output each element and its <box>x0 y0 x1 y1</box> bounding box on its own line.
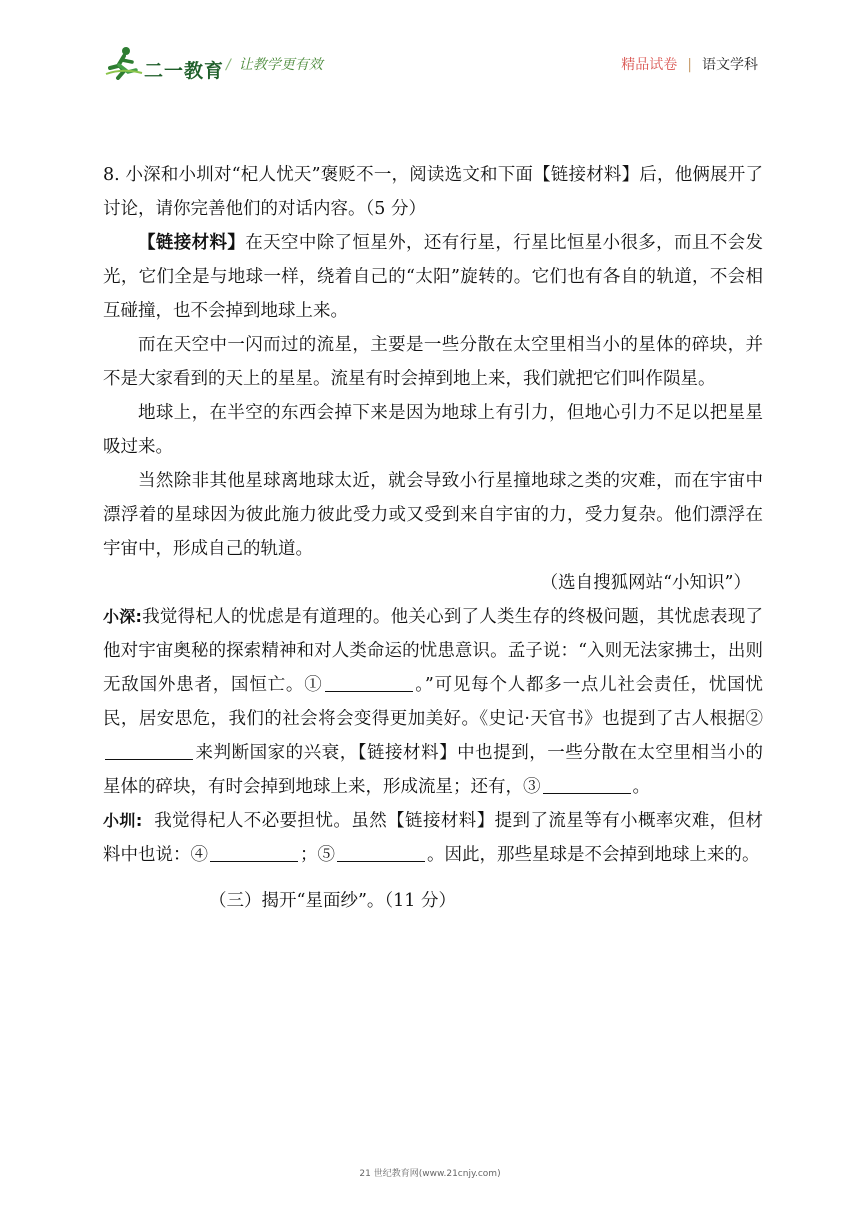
section-title: （三）揭开“星面纱”。（11 分） <box>209 891 456 911</box>
page-footer: 21 世纪教育网(www.21cnjy.com) <box>359 1169 501 1179</box>
material-paragraph-1 <box>103 226 763 328</box>
xiaoshen-text-3: 来判断国家的兴衰，【链接材料】中也提到，一些分散在太空里相当小的星体的碎块，有时会掉到地球上来，形成流星；还有，③ <box>103 743 763 797</box>
logo <box>104 46 228 82</box>
header-tag-subject: 语文学科 <box>702 57 758 73</box>
logo-text: 二一教育 <box>144 60 225 82</box>
slash-divider: / <box>226 57 231 73</box>
answer-blank-1[interactable] <box>325 673 413 692</box>
speaker-xiaoshen: 小深: <box>103 607 142 626</box>
header-separator: | <box>687 57 692 73</box>
header-tags <box>621 54 758 74</box>
xiaoshen-text-4: 。 <box>632 777 650 797</box>
material-source: （选自搜狐网站“小知识”） <box>540 573 751 593</box>
slogan-text: 让教学更有效 <box>238 57 323 73</box>
xiaozhen-text-1: 我觉得杞人不必要担忧。虽然【链接材料】提到了流星等有小概率灾难，但材料中也说：④ <box>103 811 763 865</box>
slogan <box>226 54 323 74</box>
runner-logo-icon <box>104 46 144 80</box>
answer-blank-3[interactable] <box>543 775 631 794</box>
dialogue-xiaozhen <box>103 804 763 872</box>
question-8: 8. 小深和小圳对“杞人忧天”褒贬不一，阅读选文和下面【链接材料】后，他俩展开了讨论，请你完善他们的对话内容。（5 分） <box>103 165 763 219</box>
material-paragraph-2: 而在天空中一闪而过的流星，主要是一些分散在太空里相当小的星体的碎块，并不是大家看到的天上的星星。流星有时会掉到地上来，我们就把它们叫作陨星。 <box>103 335 763 389</box>
dialogue-xiaoshen <box>103 600 763 804</box>
page-header <box>0 0 860 110</box>
xiaozhen-text-2: ；⑤ <box>300 845 335 865</box>
speaker-xiaozhen: 小圳: <box>103 811 143 830</box>
xiaozhen-text-3: 。因此，那些星球是不会掉到地球上来的。 <box>427 845 760 865</box>
answer-blank-5[interactable] <box>337 843 425 862</box>
document-body <box>103 158 763 918</box>
material-paragraph-4: 当然除非其他星球离地球太近，就会导致小行星撞地球之类的灾难，而在宇宙中漂浮着的星球因为彼此施力彼此受力或又受到来自宇宙的力，受力复杂。他们漂浮在宇宙中，形成自己的轨道。 <box>103 471 763 559</box>
xiaoshen-text-2: 。”可见每个人都多一点儿社会责任，忧国忧民，居安思危，我们的社会将会变得更加美好。《史记·天官书》也提到了古人根据② <box>103 675 764 729</box>
header-tag-premium: 精品试卷 <box>621 57 678 73</box>
answer-blank-2[interactable] <box>105 741 193 760</box>
material-p1-text: 在天空中除了恒星外，还有行星，行星比恒星小很多，而且不会发光，它们全是与地球一样，绕着自己的“太阳”旋转的。它们也有各自的轨道，不会相互碰撞，也不会掉到地球上来。 <box>103 233 764 321</box>
material-paragraph-3: 地球上，在半空的东西会掉下来是因为地球上有引力，但地心引力不足以把星星吸过来。 <box>103 403 763 457</box>
answer-blank-4[interactable] <box>210 843 298 862</box>
material-label: 【链接材料】 <box>138 233 246 253</box>
xiaoshen-text-1: 我觉得杞人的忧虑是有道理的。他关心到了人类生存的终极问题，其忧虑表现了他对宇宙奥秘的探索精神和对人类命运的忧患意识。孟子说：“入则无法家拂士，出则无敌国外患者，国恒亡。① <box>103 607 763 695</box>
